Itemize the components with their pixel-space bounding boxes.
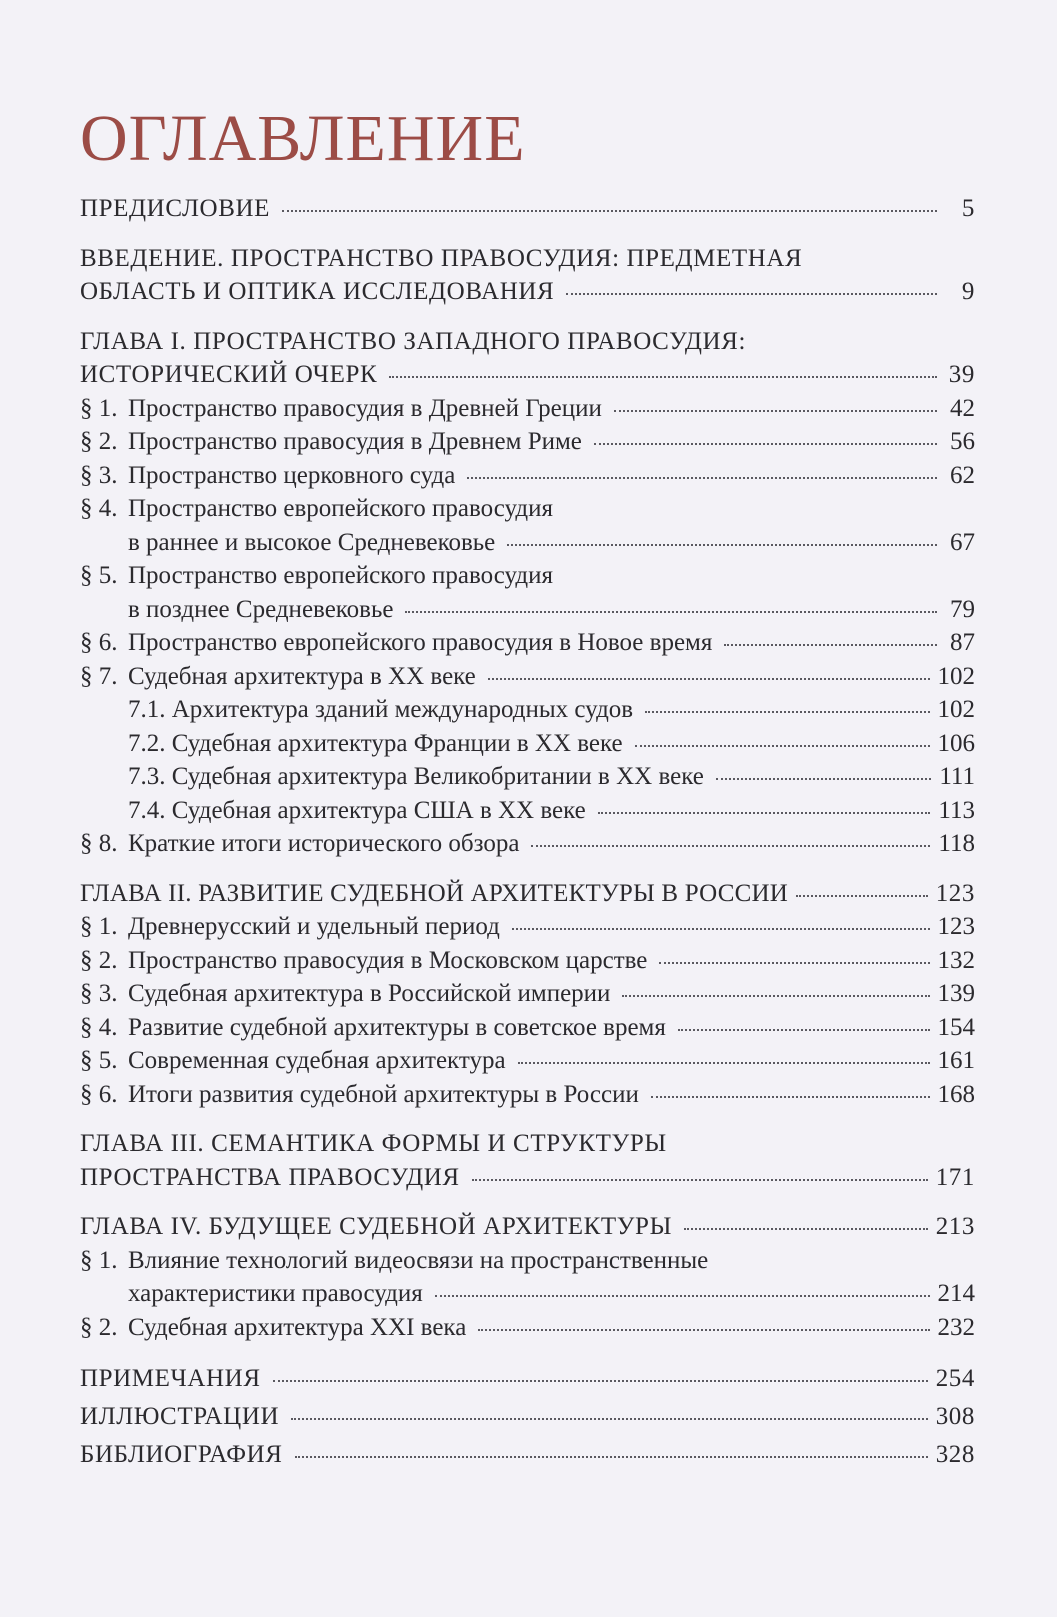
toc-page-number: 132	[937, 946, 975, 974]
toc-entry-ch2-s1[interactable]	[80, 910, 975, 944]
toc-entry-text-line2: характеристики правосудия	[128, 1280, 423, 1307]
toc-entry-text: БИБЛИОГРАФИЯ	[80, 1441, 283, 1468]
toc-page-number: 254	[935, 1365, 975, 1392]
toc-entry-text: Пространство правосудия в Древнем Риме	[128, 428, 582, 455]
dot-leader	[622, 995, 929, 997]
toc-entry-chapter-4[interactable]	[80, 1210, 975, 1244]
toc-entry-text-line2: ПРОСТРАНСТВА ПРАВОСУДИЯ	[80, 1163, 460, 1191]
toc-page-number: 161	[937, 1047, 975, 1074]
toc-entry-ch2-s5[interactable]	[80, 1044, 975, 1078]
toc-entry-notes[interactable]	[80, 1360, 975, 1398]
toc-entry-text-line1: ГЛАВА III. СЕМАНТИКА ФОРМЫ И СТРУКТУРЫ	[80, 1130, 667, 1157]
section-number: § 8.	[80, 830, 118, 857]
dot-leader	[659, 962, 929, 964]
toc-page-number: 39	[948, 361, 975, 388]
toc-page-number: 308	[935, 1403, 975, 1430]
toc-entry-text-line1: Пространство европейского правосудия	[128, 495, 554, 522]
toc-page-number: 79	[950, 595, 975, 623]
toc-entry-text: Пространство правосудия в Московском царстве	[128, 946, 648, 974]
toc-page-number: 62	[950, 461, 975, 489]
dot-leader	[291, 1418, 928, 1420]
toc-entry-text-line1: Влияние технологий видеосвязи на пространственные	[128, 1246, 709, 1274]
toc-page-number: 232	[937, 1313, 975, 1341]
toc-page-number: 106	[937, 729, 975, 757]
toc-entry-ch1-s4[interactable]	[80, 492, 975, 559]
section-number: § 4.	[80, 1013, 118, 1041]
toc-entry-text-line2: в позднее Средневековье	[128, 595, 394, 623]
dot-leader	[488, 678, 930, 680]
toc-entry-bibliography[interactable]	[80, 1436, 975, 1474]
toc-entry-intro[interactable]	[80, 242, 975, 309]
toc-entry-text: 7.3. Судебная архитектура Великобритании в XX веке	[128, 763, 704, 790]
section-number: § 6.	[80, 629, 118, 656]
dot-leader	[566, 293, 937, 295]
dot-leader	[594, 443, 937, 445]
toc-page-number: 87	[950, 629, 975, 656]
dot-leader	[796, 895, 928, 897]
toc-page-number: 214	[937, 1280, 975, 1307]
toc-page-number: 9	[961, 278, 975, 305]
section-number: § 5.	[80, 1047, 118, 1074]
toc-entry-ch1-s7-1[interactable]	[80, 693, 975, 727]
section-number: § 3.	[80, 980, 118, 1007]
toc-page-number: 42	[950, 394, 975, 422]
section-number: § 6.	[80, 1080, 118, 1108]
toc-entry-ch4-s1[interactable]	[80, 1244, 975, 1311]
dot-leader	[273, 1380, 928, 1382]
toc-entry-ch1-s1[interactable]	[80, 392, 975, 426]
toc-entry-ch1-s7-4[interactable]	[80, 794, 975, 828]
dot-leader	[512, 928, 930, 930]
toc-entry-text: Краткие итоги исторического обзора	[128, 830, 520, 857]
dot-leader	[478, 1329, 929, 1331]
toc-entry-text-line1: ВВЕДЕНИЕ. ПРОСТРАНСТВО ПРАВОСУДИЯ: ПРЕДМЕТНАЯ	[80, 244, 803, 272]
section-number: § 2.	[80, 1313, 118, 1341]
toc-page-number: 5	[961, 195, 975, 222]
toc-page-number: 67	[950, 528, 975, 556]
toc-entry-text: Пространство правосудия в Древней Греции	[128, 394, 602, 422]
toc-entry-text: Современная судебная архитектура	[128, 1047, 506, 1074]
toc-entry-text: ПРИМЕЧАНИЯ	[80, 1365, 261, 1392]
toc-page-number: 56	[950, 428, 975, 455]
dot-leader	[282, 210, 937, 212]
toc-entry-text-line1: Пространство европейского правосудия	[128, 562, 554, 589]
toc-entry-text: Судебная архитектура в XX веке	[128, 662, 476, 690]
toc-entry-chapter-2[interactable]	[80, 877, 975, 911]
dot-leader	[614, 410, 937, 412]
dot-leader	[531, 845, 930, 847]
toc-entry-text: Судебная архитектура в Российской империи	[128, 980, 611, 1007]
toc-page-number: 171	[935, 1163, 975, 1191]
section-number: § 1.	[80, 1246, 118, 1274]
dot-leader	[389, 376, 937, 378]
toc-entry-ch2-s4[interactable]	[80, 1011, 975, 1045]
toc-entry-text: ПРЕДИСЛОВИЕ	[80, 195, 270, 222]
table-of-contents	[80, 192, 975, 1474]
dot-leader	[645, 711, 929, 713]
toc-entry-text: 7.1. Архитектура зданий международных судов	[128, 696, 634, 723]
toc-entry-ch1-s7[interactable]	[80, 660, 975, 694]
toc-entry-text-line2: ИСТОРИЧЕСКИЙ ОЧЕРК	[80, 361, 378, 388]
dot-leader	[716, 778, 932, 780]
toc-entry-ch1-s3[interactable]	[80, 459, 975, 493]
toc-entry-text: ИЛЛЮСТРАЦИИ	[80, 1403, 280, 1430]
toc-entry-text: Пространство церковного суда	[128, 461, 456, 489]
toc-entry-ch1-s5[interactable]	[80, 559, 975, 626]
dot-leader	[467, 477, 937, 479]
dot-leader	[635, 745, 930, 747]
toc-page-number: 139	[937, 980, 975, 1007]
toc-entry-ch1-s7-3[interactable]	[80, 760, 975, 794]
toc-entry-text: Пространство европейского правосудия в Новое время	[128, 629, 713, 656]
toc-entry-text: 7.4. Судебная архитектура США в XX веке	[128, 796, 586, 824]
section-number: § 2.	[80, 428, 118, 455]
toc-entry-text-line2: ОБЛАСТЬ И ОПТИКА ИССЛЕДОВАНИЯ	[80, 278, 555, 305]
dot-leader	[598, 812, 931, 814]
toc-entry-ch4-s2[interactable]	[80, 1311, 975, 1345]
page-title: ОГЛАВЛЕНИЕ	[80, 102, 526, 175]
section-number: § 5.	[80, 562, 118, 589]
dot-leader	[507, 544, 937, 546]
toc-entry-text: ГЛАВА IV. БУДУЩЕЕ СУДЕБНОЙ АРХИТЕКТУРЫ	[80, 1213, 672, 1240]
toc-entry-ch2-s6[interactable]	[80, 1078, 975, 1112]
toc-page-number: 213	[935, 1213, 975, 1240]
toc-page-number: 154	[937, 1013, 975, 1041]
dot-leader	[724, 644, 937, 646]
toc-page-number: 123	[937, 913, 975, 940]
toc-entry-text: 7.2. Судебная архитектура Франции в XX веке	[128, 729, 623, 757]
toc-page-number: 113	[938, 796, 975, 824]
toc-entry-text-line1: ГЛАВА I. ПРОСТРАНСТВО ЗАПАДНОГО ПРАВОСУДИЯ:	[80, 327, 746, 355]
toc-entry-preface[interactable]	[80, 192, 975, 226]
toc-page-number: 102	[937, 696, 975, 723]
toc-entry-chapter-1[interactable]	[80, 325, 975, 392]
toc-page-number: 168	[937, 1080, 975, 1108]
toc-entry-ch1-s6[interactable]	[80, 626, 975, 660]
dot-leader	[518, 1062, 930, 1064]
dot-leader	[435, 1295, 930, 1297]
toc-entry-illustrations[interactable]	[80, 1398, 975, 1436]
toc-page-number: 123	[935, 879, 975, 907]
toc-entry-ch2-s2[interactable]	[80, 944, 975, 978]
toc-entry-chapter-3[interactable]	[80, 1127, 975, 1194]
toc-entry-text-line2: в раннее и высокое Средневековье	[128, 528, 496, 556]
toc-entry-text: Судебная архитектура XXI века	[128, 1313, 467, 1341]
dot-leader	[295, 1456, 928, 1458]
toc-entry-ch1-s7-2[interactable]	[80, 727, 975, 761]
dot-leader	[472, 1179, 928, 1181]
dot-leader	[678, 1029, 930, 1031]
toc-entry-text: Древнерусский и удельный период	[128, 913, 500, 940]
section-number: § 2.	[80, 946, 118, 974]
section-number: § 4.	[80, 495, 118, 522]
toc-entry-ch2-s3[interactable]	[80, 977, 975, 1011]
section-number: § 1.	[80, 913, 118, 940]
section-number: § 7.	[80, 662, 118, 690]
dot-leader	[405, 611, 937, 613]
toc-page-number: 111	[939, 763, 975, 790]
dot-leader	[651, 1096, 930, 1098]
toc-page-number: 328	[935, 1441, 975, 1468]
dot-leader	[684, 1228, 928, 1230]
toc-entry-text: ГЛАВА II. РАЗВИТИЕ СУДЕБНОЙ АРХИТЕКТУРЫ В РОССИИ	[80, 879, 788, 907]
toc-entry-text: Итоги развития судебной архитектуры в России	[128, 1080, 639, 1108]
toc-entry-ch1-s8[interactable]	[80, 827, 975, 861]
section-number: § 1.	[80, 394, 118, 422]
toc-page-number: 118	[938, 830, 975, 857]
toc-page-number: 102	[937, 662, 975, 690]
section-number: § 3.	[80, 461, 118, 489]
toc-entry-text: Развитие судебной архитектуры в советское время	[128, 1013, 666, 1041]
toc-entry-ch1-s2[interactable]	[80, 425, 975, 459]
